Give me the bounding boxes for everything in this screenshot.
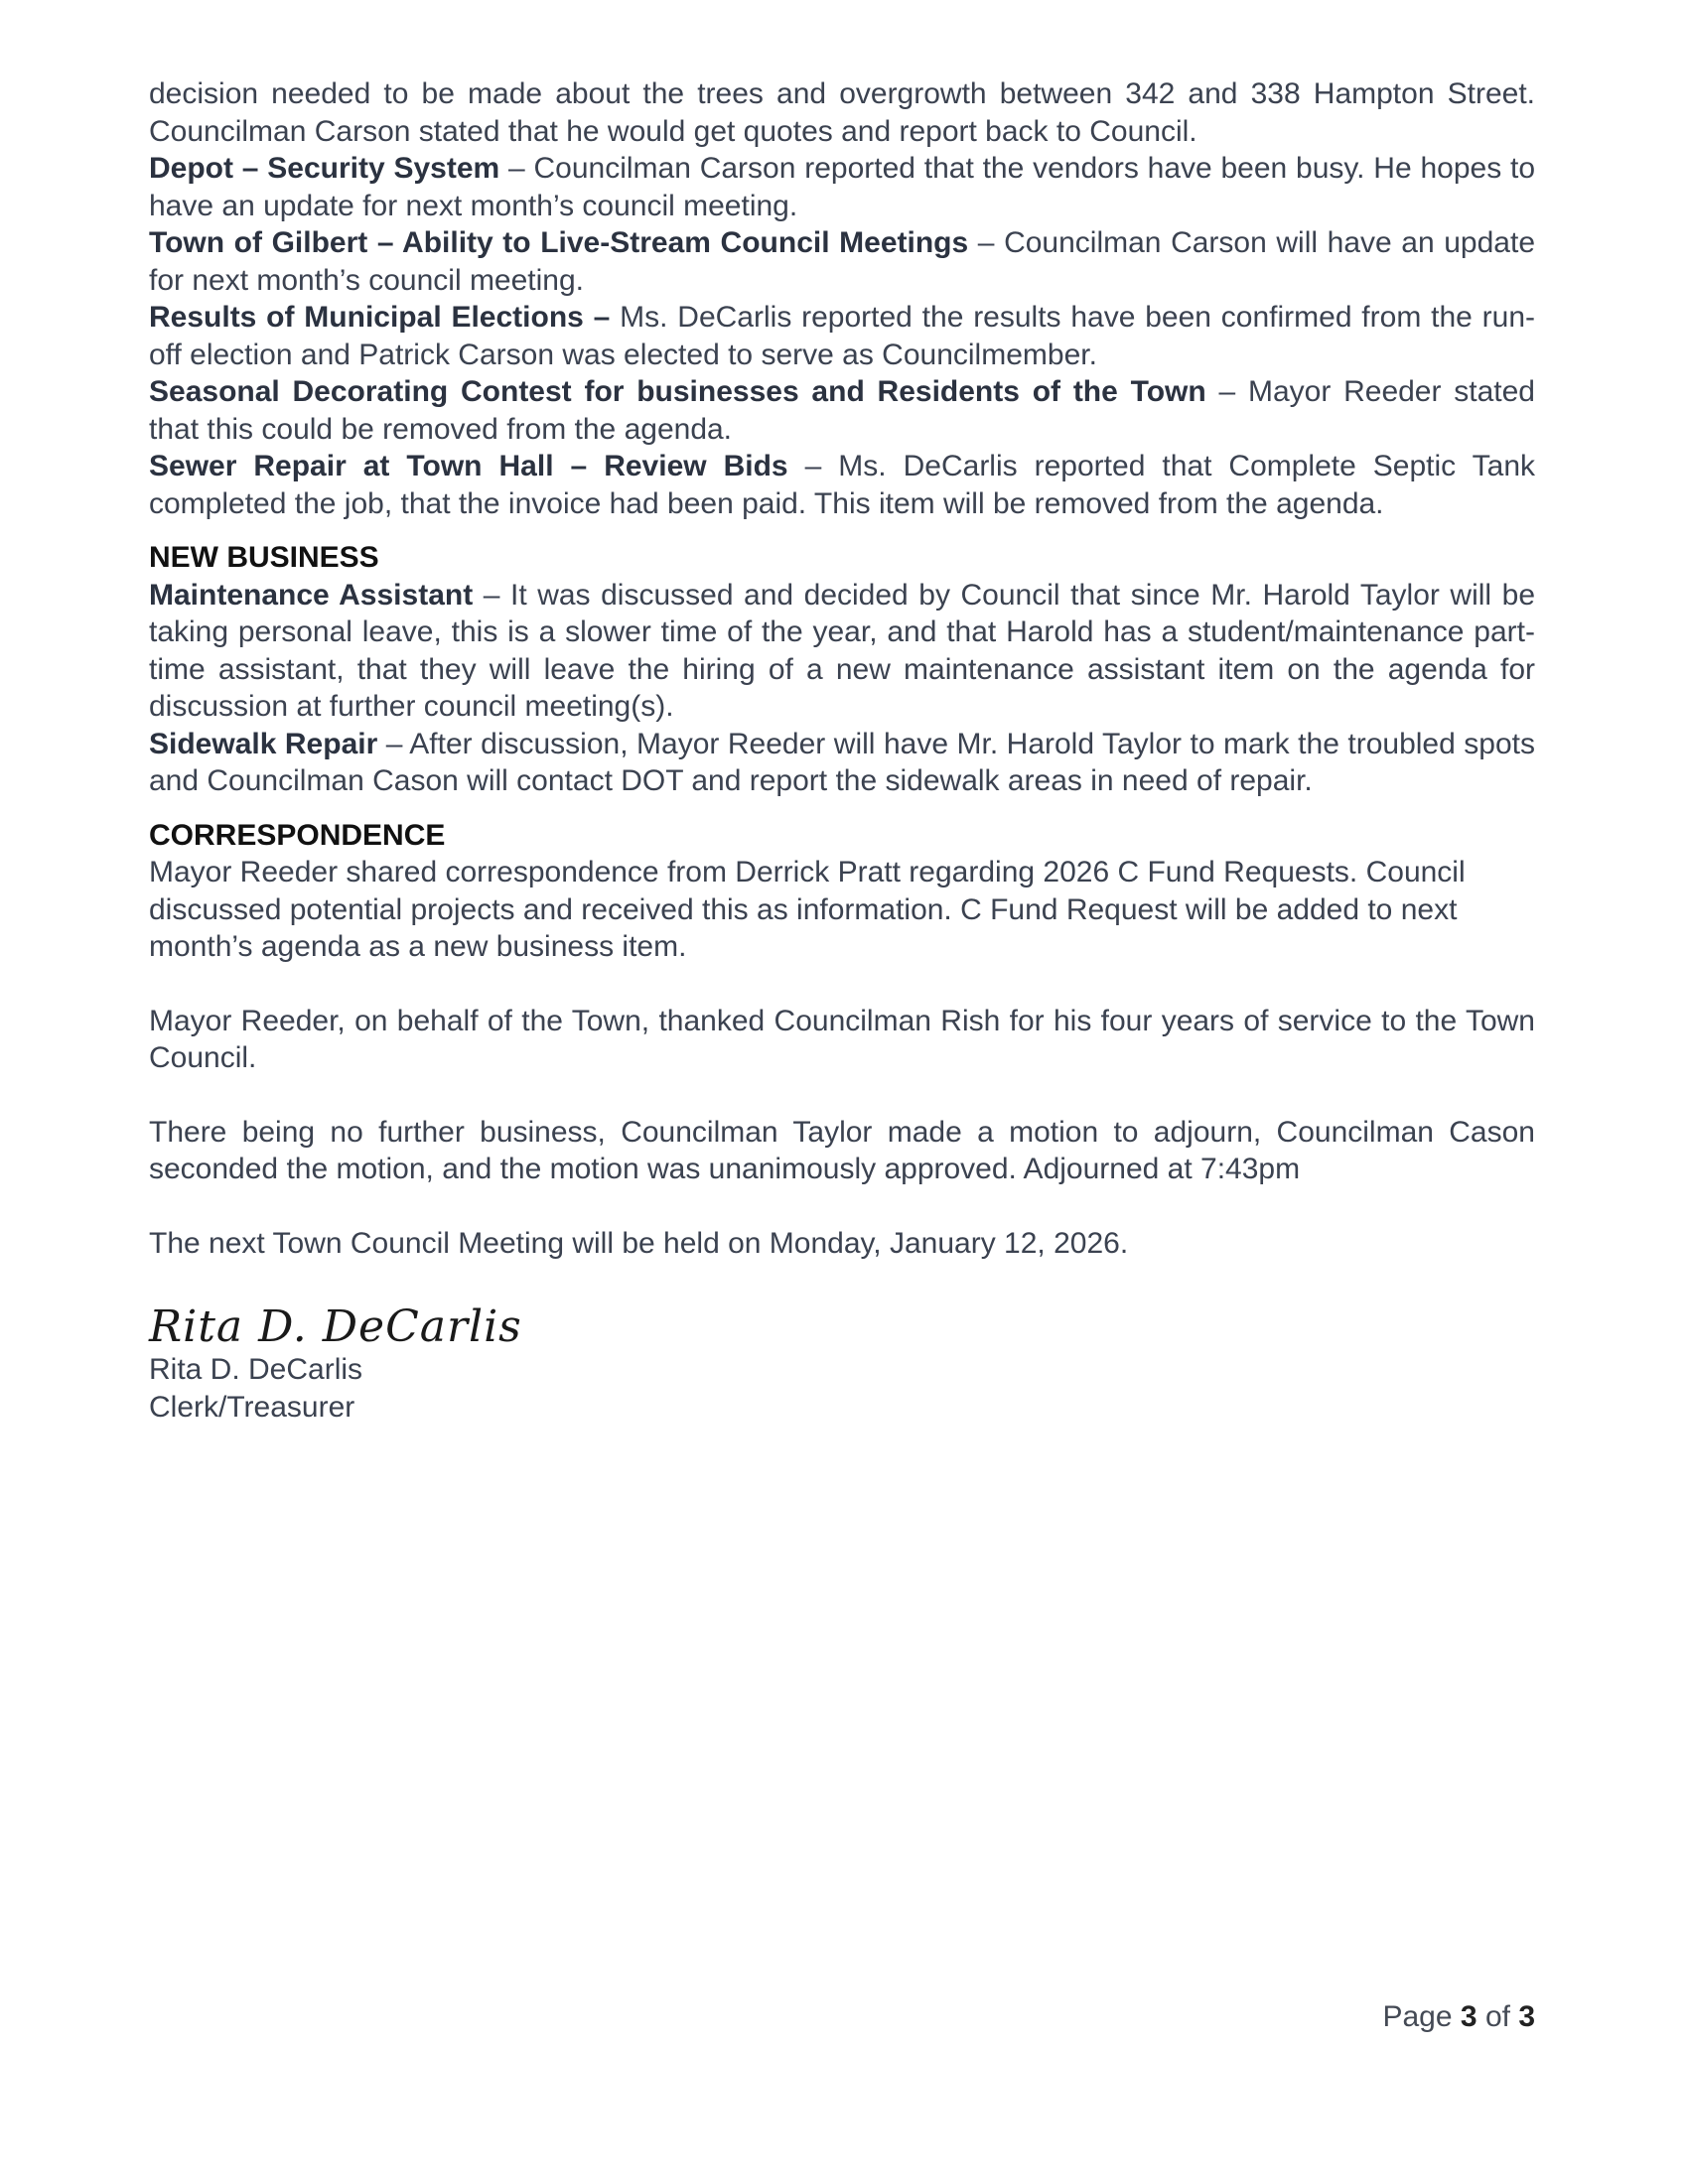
signer-title: Clerk/Treasurer [149, 1390, 355, 1424]
item-title: Sidewalk Repair [149, 727, 378, 760]
item-separator: – [787, 450, 839, 482]
item-body: Councilman Carson reported that the vendors have been busy. He hopes to have an update for next month’s council meeting. [149, 152, 1536, 222]
thanks-paragraph: Mayor Reeder, on behalf of the Town, thanked Councilman Rish for his four years of service to the Town Council. [149, 1004, 1535, 1074]
item-decorating-contest [149, 373, 1535, 448]
item-separator [610, 301, 620, 334]
item-body: Councilman Carson will have an update for next month’s council meeting. [149, 226, 1536, 297]
item-maintenance-assistant [149, 577, 1535, 726]
handwritten-signature: Rita D. DeCarlis [149, 1301, 522, 1352]
carryover-paragraph: decision needed to be made about the trees and overgrowth between 342 and 338 Hampton Street. Councilman Carson stated that he would get quotes and report back to Council. [149, 77, 1535, 148]
item-separator: – [473, 578, 510, 612]
item-sidewalk-repair [149, 726, 1535, 800]
minutes-page [149, 75, 1535, 1426]
correspondence-paragraph: Mayor Reeder shared correspondence from Derrick Pratt regarding 2026 C Fund Requests. Council discussed potential projects and received this as information. C Fund Request will be added to next month’s agenda as a new business item. [149, 856, 1466, 963]
page-total: 3 [1518, 2000, 1535, 2033]
item-body: It was discussed and decided by Council that since Mr. Harold Taylor will be taking personal leave, this is a slower time of the year, and that Harold has a student/maintenance part-time assistant, that they will leave the hiring of a new maintenance assistant item on the agenda for discussion at further council meeting(s). [149, 578, 1535, 723]
item-depot-security [149, 150, 1535, 224]
item-body: Ms. DeCarlis reported that Complete Septic Tank completed the job, that the invoice had been paid. This item will be removed from the agenda. [149, 450, 1536, 520]
page-label: Page [1382, 2000, 1453, 2033]
page-of-label: of [1484, 2000, 1510, 2033]
item-title: Maintenance Assistant [149, 578, 474, 612]
item-sewer-repair [149, 448, 1535, 522]
item-title: Seasonal Decorating Contest for businesses and Residents of the Town [149, 375, 1206, 408]
item-separator: – [1205, 375, 1248, 408]
item-title: Results of Municipal Elections – [149, 301, 611, 334]
item-title: Town of Gilbert – Ability to Live-Stream Council Meetings [149, 226, 969, 259]
signer-name: Rita D. DeCarlis [149, 1353, 363, 1386]
new-business-heading: NEW BUSINESS [149, 541, 379, 574]
signature-block [149, 1303, 1535, 1426]
page-number [1382, 2000, 1535, 2034]
item-title: Sewer Repair at Town Hall – Review Bids [149, 450, 788, 482]
item-body: Mayor Reeder stated that this could be removed from the agenda. [149, 375, 1535, 446]
item-separator: – [968, 226, 1005, 259]
item-separator: – [377, 727, 410, 760]
adjourn-paragraph: There being no further business, Councilman Taylor made a motion to adjourn, Councilman Cason seconded the motion, and the motion was unanimously approved. Adjourned at 7:43pm [149, 1115, 1535, 1185]
item-body: Ms. DeCarlis reported the results have been confirmed from the run-off election and Patrick Carson was elected to serve as Councilmember. [149, 301, 1535, 371]
page-current: 3 [1460, 2000, 1477, 2033]
item-municipal-elections [149, 299, 1535, 373]
item-separator: – [499, 152, 534, 185]
item-body: After discussion, Mayor Reeder will have Mr. Harold Taylor to mark the troubled spots and Councilman Cason will contact DOT and report the sidewalk areas in need of repair. [149, 727, 1535, 797]
next-meeting-paragraph: The next Town Council Meeting will be held on Monday, January 12, 2026. [149, 1226, 1129, 1260]
correspondence-heading: CORRESPONDENCE [149, 818, 446, 852]
item-live-stream [149, 224, 1535, 299]
item-title: Depot – Security System [149, 152, 500, 185]
